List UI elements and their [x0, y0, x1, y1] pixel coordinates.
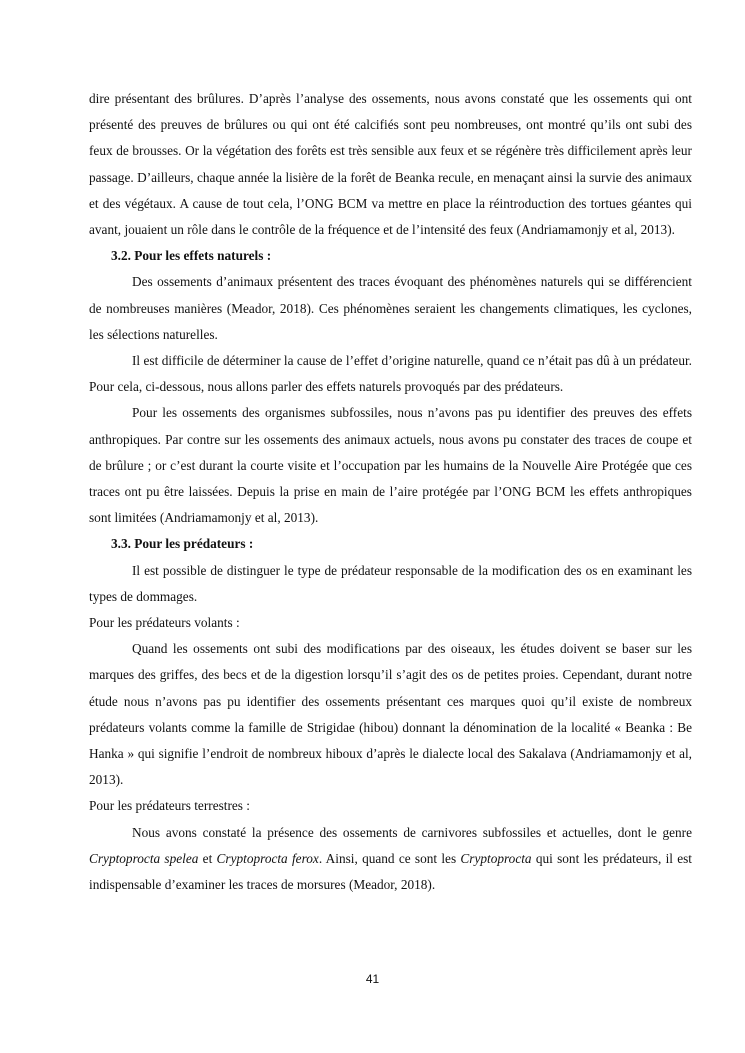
subheading-flying-predators: Pour les prédateurs volants :	[89, 615, 240, 631]
text-segment: et	[198, 850, 217, 866]
page-number: 41	[365, 972, 380, 986]
text-segment: qui sont les prédateurs, il est indispensable d’examiner les traces de morsures (Meador, 2018).	[89, 850, 692, 893]
paragraph-anthropic-effects: Pour les ossements des organismes subfossiles, nous n’avons pas pu identifier des preuves des effets anthropiques. Par contre sur les ossements des animaux actuels, nous avons pu constater des traces de coupe et de brûlure ; or c’est durant la courte visite et l’occupation par les humains de la Nouvelle Aire Protégée que ces traces ont pu être laissées. Depuis la prise en main de l’aire protégée par l’ONG BCM les effets anthropiques sont limitées (Andriamamonjy et al, 2013).	[89, 405, 692, 526]
paragraph-fire-effects: dire présentant des brûlures. D’après l’analyse des ossements, nous avons constaté que les ossements qui ont présenté des preuves de brûlures ou qui ont été calcifiés sont peu nombreuses, ont montré qu’ils ont subi des feux de brousses. Or la végétation des forêts est très sensible aux feux et se régénère très difficilement après leur passage. D’ailleurs, chaque année la lisière de la forêt de Beanka recule, en menaçant ainsi la survie des animaux et des végétaux. A cause de tout cela, l’ONG BCM va mettre en place la réintroduction des tortues géantes qui avant, jouaient un rôle dans le contrôle de la fréquence et de l’intensité des feux (Andriamamonjy et al, 2013).	[89, 91, 692, 238]
paragraph-terrestrial-predators	[89, 820, 692, 899]
genus-name: Cryptoprocta	[460, 850, 532, 866]
text-segment: Nous avons constaté la présence des ossements de carnivores subfossiles et actuelles, dont le genre	[132, 824, 692, 840]
paragraph-flying-predators: Quand les ossements ont subi des modifications par des oiseaux, les études doivent se baser sur les marques des griffes, des becs et de la digestion lorsqu’il s’agit des os de petites proies. Cependant, durant notre étude nous n’avons pas pu identifier des ossements présentant ces marques quoi qu’il existe de nombreux prédateurs volants comme la famille de Strigidae (hibou) donnant la dénomination de la localité « Beanka : Be Hanka » qui signifie l’endroit de nombreux hiboux d’après le dialecte local des Sakalava (Andriamamonjy et al, 2013).	[89, 641, 692, 788]
paragraph-natural-origin: Il est difficile de déterminer la cause de l’effet d’origine naturelle, quand ce n’était pas dû à un prédateur. Pour cela, ci-dessous, nous allons parler des effets naturels provoqués par des prédateurs.	[89, 353, 692, 395]
subheading-terrestrial-predators: Pour les prédateurs terrestres :	[89, 798, 250, 814]
paragraph-predator-types: Il est possible de distinguer le type de prédateur responsable de la modification des os en examinant les types de dommages.	[89, 562, 692, 604]
section-heading-3-2: 3.2. Pour les effets naturels :	[111, 248, 272, 264]
species-name: Cryptoprocta spelea	[89, 850, 199, 866]
paragraph-natural-phenomena: Des ossements d’animaux présentent des traces évoquant des phénomènes naturels qui se différencient de nombreuses manières (Meador, 2018). Ces phénomènes seraient les changements climatiques, les cyclones, les sélections naturelles.	[89, 274, 692, 342]
section-heading-3-3: 3.3. Pour les prédateurs :	[111, 536, 254, 552]
text-segment: . Ainsi, quand ce sont les	[318, 850, 461, 866]
document-body	[89, 86, 692, 898]
species-name: Cryptoprocta ferox	[216, 850, 319, 866]
